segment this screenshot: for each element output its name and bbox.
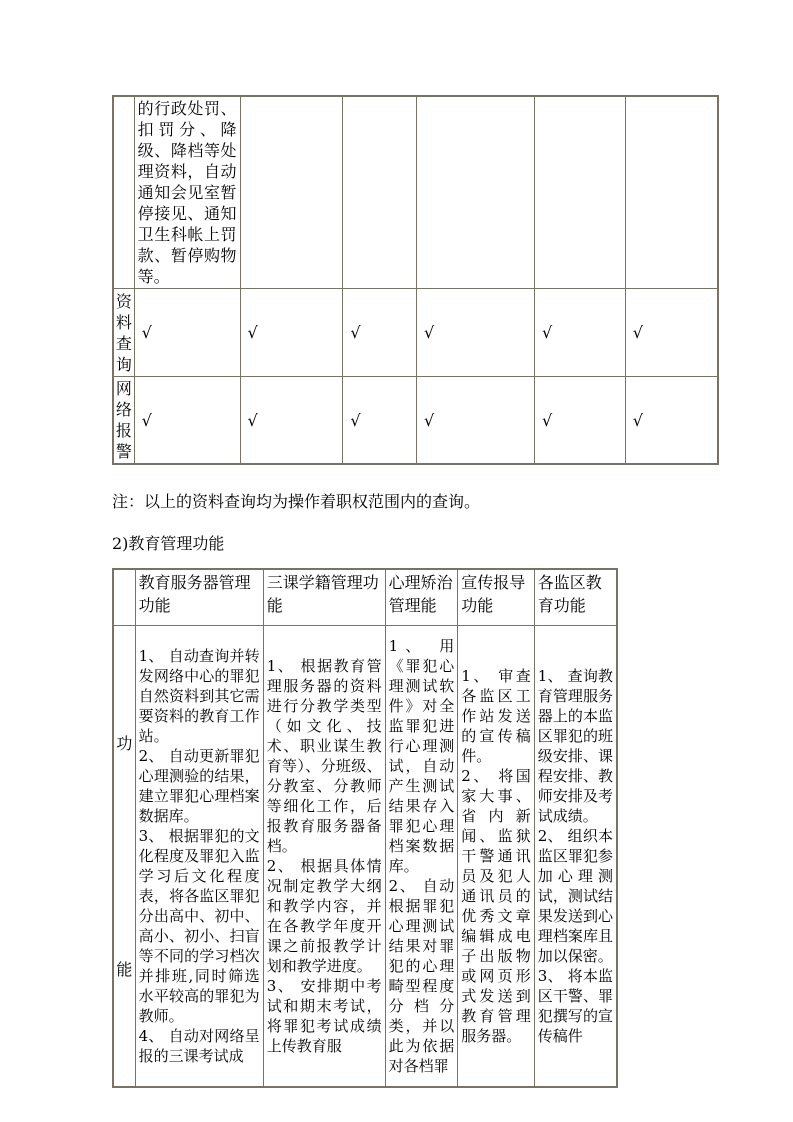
section-heading: 2)教育管理功能 xyxy=(112,534,225,553)
row-label-cell xyxy=(113,96,134,289)
table-cell: 1、 根据教育管理服务器的资料进行分教学类型（如文化、技术、职业谋生教育等）、分班级、分教室、分教师等细化工作，后报教育服务器备档。 2、 根据具体情况制定教学大纲和教学内容，并在各教学年度开课之前报教学计划和教学进度。 3、 安排期中考试和期末考试，将罪犯考试成绩上传教育服 xyxy=(263,625,385,1087)
row-label-cell: 资 料 查 询 xyxy=(113,289,134,377)
column-header: 宣传报导功能 xyxy=(458,569,535,625)
table-cell xyxy=(240,96,343,289)
table-body-row xyxy=(113,625,617,1087)
column-header: 三课学籍管理功能 xyxy=(263,569,385,625)
checkmark-cell: √ xyxy=(534,289,625,377)
table-header-row xyxy=(113,569,617,625)
corner-cell xyxy=(113,569,135,625)
table-cell: 1、 查询教育管理服务器上的本监区罪犯的班级安排、课程安排、教师安排及考试成绩。 2、 组织本监区罪犯参加心理测试，测试结果发送到心理档案库且加以保密。 3、 将本监区干警、罪犯撰写的宣传稿件 xyxy=(534,625,617,1087)
checkmark-cell: √ xyxy=(240,289,343,377)
checkmark-cell: √ xyxy=(343,289,417,377)
checkmark-cell: √ xyxy=(134,289,240,377)
table-row-network-alarm xyxy=(113,377,718,465)
table-cell xyxy=(534,96,625,289)
table-row-continuation xyxy=(113,96,718,289)
checkmark-cell: √ xyxy=(534,377,625,465)
checkmark-cell: √ xyxy=(134,377,240,465)
column-header: 各监区教育功能 xyxy=(534,569,617,625)
note-text: 注：以上的资料查询均为操作着职权范围内的查询。 xyxy=(112,492,481,511)
table-cell xyxy=(416,96,534,289)
table-cell xyxy=(343,96,417,289)
checkmark-cell: √ xyxy=(625,377,718,465)
checkmark-cell: √ xyxy=(343,377,417,465)
checkmark-cell: √ xyxy=(240,377,343,465)
row-label-cell xyxy=(113,625,135,1087)
education-functions-table xyxy=(112,568,618,1088)
checkmark-cell: √ xyxy=(416,377,534,465)
vertical-row-label: 功 能 xyxy=(116,734,133,980)
permissions-check-table xyxy=(112,95,719,465)
table-cell: 1、 审查各监区工作站发送的宣传稿件。 2、 将国家大事、省内新闻、监狱干警通讯员及犯人通讯员的优秀文章编辑成电子出版物或网页形式发送到教育管理服务器。 xyxy=(458,625,535,1087)
table-cell: 1、 自动查询并转发网络中心的罪犯自然资料到其它需要资料的教育工作站。 2、 自动更新罪犯心理测验的结果，建立罪犯心理档案数据库。 3、 根据罪犯的文化程度及罪犯入监学习后文化程度表，将各监区罪犯分出高中、初中、高小、初小、扫盲等不同的学习档次并排班,同时筛选水平较高的罪犯为教师。 4、 自动对网络呈报的三课考试成 xyxy=(135,625,263,1087)
row-label-cell: 网 络 报 警 xyxy=(113,377,134,465)
column-header: 心理矫治管理能 xyxy=(385,569,458,625)
checkmark-cell: √ xyxy=(625,289,718,377)
table-cell: 的行政处罚、扣罚分、降级、降档等处理资料，自动通知会见室暂停接见、通知卫生科帐上罚款、暂停购物等。 xyxy=(134,96,240,289)
table-cell xyxy=(625,96,718,289)
checkmark-cell: √ xyxy=(416,289,534,377)
table-row-data-query xyxy=(113,289,718,377)
table-cell: 1、 用《罪犯心理测试软件》对全监罪犯进行心理测试，自动产生测试结果存入罪犯心理档案数据库。 2、 自动根据罪犯心理测试结果对罪犯的心理畸型程度分档分类，并以此为依据对各档罪 xyxy=(385,625,458,1087)
column-header: 教育服务器管理功能 xyxy=(135,569,263,625)
